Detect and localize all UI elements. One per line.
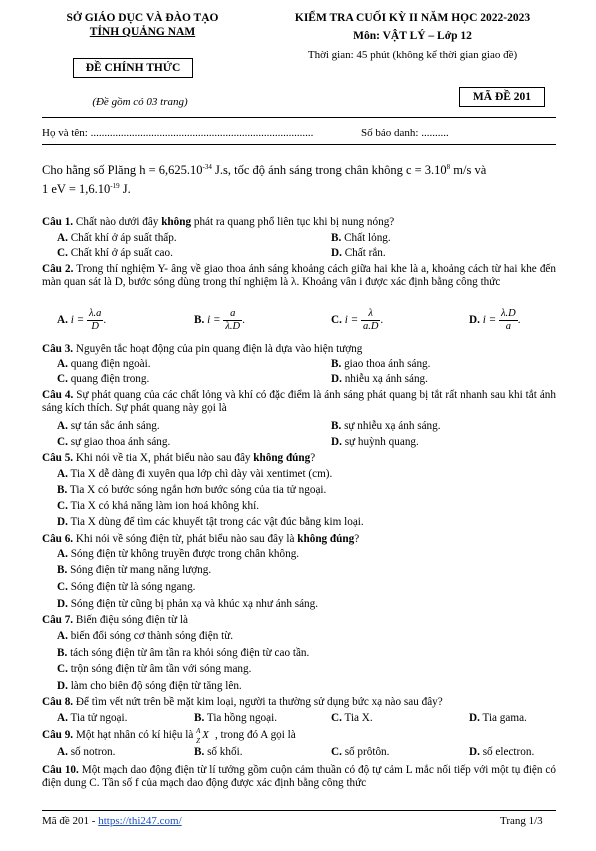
footer-page-number: Trang 1/3 bbox=[500, 815, 543, 827]
question-3: Câu 3. Nguyên tắc hoạt động của pin quang điện là dựa vào hiện tượng bbox=[42, 343, 363, 355]
q1-option-c[interactable]: C. Chất khí ở áp suất cao. bbox=[57, 247, 173, 259]
time-line: Thời gian: 45 phút (không kể thời gian giao đề) bbox=[307, 49, 518, 61]
q1-option-a[interactable]: A. Chất khí ở áp suất thấp. bbox=[57, 232, 177, 244]
q8-option-c[interactable]: C. Tia X. bbox=[331, 712, 373, 724]
q6-option-b[interactable]: B. Sóng điện từ mang năng lượng. bbox=[57, 564, 212, 576]
constants-line-1: Cho hằng số Plăng $h = 6,625.10^{-34}$ J.s, tốc độ ánh sáng trong chân không $c = 3.10^8$ m/s và bbox=[42, 163, 487, 178]
q6-option-c[interactable]: C. Sóng điện từ là sóng ngang. bbox=[57, 581, 196, 593]
q8-option-b[interactable]: B. Tia hồng ngoại. bbox=[194, 712, 278, 724]
question-8: Câu 8. Để tìm vết nứt trên bề mặt kim loại, người ta thường sử dụng bức xạ nào sau đây? bbox=[42, 696, 443, 708]
question-2: Câu 2. Trong thí nghiệm Y- âng về giao thoa ánh sáng khoảng cách giữa hai khe là a, khoảng cách từ hai khe đến màn quan sát là D, bước sóng dùng trong thí nghiệm là λ. Khoảng vân i được xác định bằng công thức bbox=[42, 263, 556, 288]
question-1: Câu 1. Chất nào dưới đây không phát ra quang phổ liên tục khi bị nung nóng? bbox=[42, 216, 395, 228]
footer-website-link[interactable]: https://thi247.com/ bbox=[98, 815, 182, 827]
constants-line-2: 1 eV = $1,6.10^{-19}$ J. bbox=[42, 182, 131, 197]
question-9: Câu 9. Một hạt nhân có kí hiệu là A Z X , trong đó A gọi là bbox=[42, 727, 296, 746]
q5-option-d[interactable]: D. Tia X dùng để tìm các khuyết tật trong các vật đúc bằng kim loại. bbox=[57, 516, 364, 528]
footer-divider bbox=[42, 810, 556, 811]
q3-option-d[interactable]: D. nhiễu xạ ánh sáng. bbox=[331, 373, 428, 385]
footer-exam-code: Mã đề 201 - https://thi247.com/ bbox=[42, 815, 182, 827]
question-10: Câu 10. Một mạch dao động điện từ lí tưởng gồm cuộn cảm thuần có độ tự cảm L mắc nối tiếp với một tụ điện có điện dung C. Tần số f của mạch dao động được xác định bằng công thức bbox=[42, 764, 556, 789]
nuclide-symbol: A Z X bbox=[196, 727, 209, 746]
q7-option-c[interactable]: C. trộn sóng điện từ âm tần với sóng mang. bbox=[57, 663, 252, 675]
department-name: SỞ GIÁO DỤC VÀ ĐÀO TẠO bbox=[66, 12, 219, 24]
q2-option-b[interactable]: B. i = $\frac{a}{\lambda.D}$ . bbox=[194, 308, 245, 332]
official-exam-box: ĐỀ CHÍNH THỨC bbox=[73, 58, 193, 78]
q2-option-d[interactable]: D. i = $\frac{\lambda.D}{a}$ . bbox=[469, 308, 521, 332]
q8-option-a[interactable]: A. Tia tử ngoại. bbox=[57, 712, 128, 724]
q9-option-b[interactable]: B. số khối. bbox=[194, 746, 243, 758]
q7-option-b[interactable]: B. tách sóng điện từ âm tần ra khỏi sóng điện từ cao tần. bbox=[57, 647, 310, 659]
student-divider bbox=[42, 144, 556, 145]
q7-option-a[interactable]: A. biến đổi sóng cơ thành sóng điện từ. bbox=[57, 630, 234, 642]
student-name-field[interactable]: Họ và tên: ................................................................................. bbox=[42, 127, 314, 139]
q9-option-a[interactable]: A. số notron. bbox=[57, 746, 116, 758]
q2-option-c[interactable]: C. i = $\frac{\lambda}{a.D}$ . bbox=[331, 308, 384, 332]
q6-option-d[interactable]: D. Sóng điện từ cũng bị phản xạ và khúc xạ như ánh sáng. bbox=[57, 598, 319, 610]
q3-option-b[interactable]: B. giao thoa ánh sáng. bbox=[331, 358, 431, 370]
question-6: Câu 6. Khi nói về sóng điện từ, phát biểu nào sau đây là không đúng? bbox=[42, 533, 360, 545]
header-divider bbox=[42, 117, 556, 118]
province-name: TỈNH QUẢNG NAM bbox=[89, 26, 196, 38]
q4-option-b[interactable]: B. sự nhiễu xạ ánh sáng. bbox=[331, 420, 441, 432]
question-7: Câu 7. Biến điệu sóng điện từ là bbox=[42, 614, 188, 626]
q4-option-a[interactable]: A. sự tán sắc ánh sáng. bbox=[57, 420, 160, 432]
subject-line: Môn: VẬT LÝ – Lớp 12 bbox=[353, 30, 472, 42]
q1-option-d[interactable]: D. Chất rắn. bbox=[331, 247, 386, 259]
q9-option-c[interactable]: C. số prôtôn. bbox=[331, 746, 390, 758]
exam-code-box: MÃ ĐỀ 201 bbox=[459, 87, 545, 107]
exam-title: KIỂM TRA CUỐI KỲ II NĂM HỌC 2022-2023 bbox=[294, 12, 531, 24]
q8-option-d[interactable]: D. Tia gama. bbox=[469, 712, 527, 724]
question-5: Câu 5. Khi nói về tia X, phát biểu nào sau đây không đúng? bbox=[42, 452, 316, 464]
pages-note: (Đề gồm có 03 trang) bbox=[92, 96, 188, 108]
student-id-field[interactable]: Số báo danh: .......... bbox=[361, 127, 449, 139]
q4-option-c[interactable]: C. sự giao thoa ánh sáng. bbox=[57, 436, 171, 448]
q5-option-c[interactable]: C. Tia X có khả năng làm ion hoá không khí. bbox=[57, 500, 260, 512]
q9-option-d[interactable]: D. số electron. bbox=[469, 746, 535, 758]
q5-option-b[interactable]: B. Tia X có bước sóng ngắn hơn bước sóng của tia tử ngoại. bbox=[57, 484, 327, 496]
q6-option-a[interactable]: A. Sóng điện từ không truyền được trong chân không. bbox=[57, 548, 300, 560]
question-4: Câu 4. Sự phát quang của các chất lỏng và khí có đặc điểm là ánh sáng phát quang bị tắt rất nhanh sau khi tắt ánh sáng kích thích. Sự phát quang này gọi là bbox=[42, 389, 556, 414]
q1-option-b[interactable]: B. Chất lỏng. bbox=[331, 232, 391, 244]
q5-option-a[interactable]: A. Tia X dễ dàng đi xuyên qua lớp chì dày vài xentimet (cm). bbox=[57, 468, 333, 480]
q2-option-a[interactable]: A. i = $\frac{\lambda.a}{D}$ . bbox=[57, 308, 107, 332]
q3-option-a[interactable]: A. quang điện ngoài. bbox=[57, 358, 151, 370]
q3-option-c[interactable]: C. quang điện trong. bbox=[57, 373, 150, 385]
q7-option-d[interactable]: D. làm cho biên độ sóng điện từ tăng lên. bbox=[57, 680, 242, 692]
q4-option-d[interactable]: D. sự huỳnh quang. bbox=[331, 436, 419, 448]
